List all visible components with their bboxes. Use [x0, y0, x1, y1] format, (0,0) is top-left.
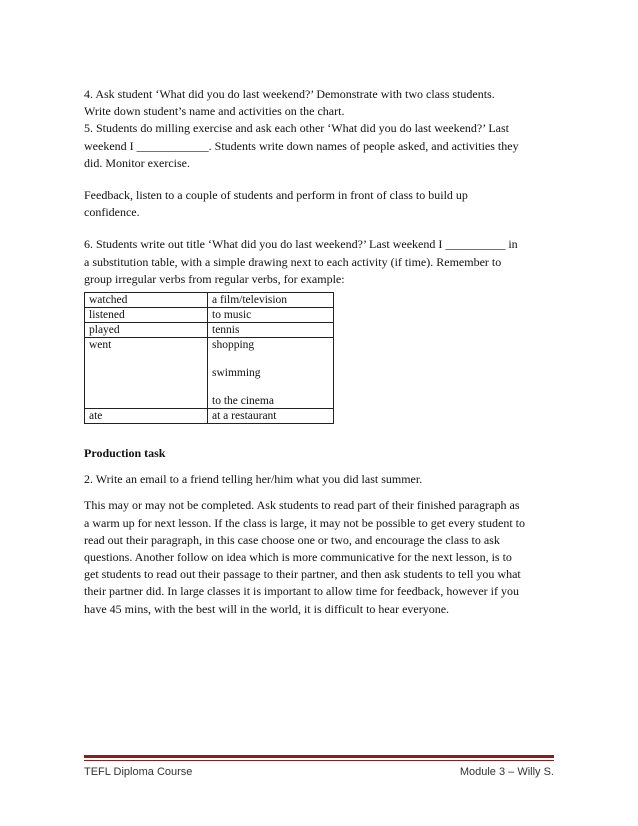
object-cell — [208, 323, 334, 338]
production-para-line-7: have 45 mins, with the best will in the world, it is difficult to hear everyone. — [84, 601, 450, 616]
verb-cell: ate — [85, 409, 208, 424]
table-row — [85, 308, 334, 323]
object-text: swimming — [212, 367, 261, 380]
table-row — [85, 293, 334, 308]
verb-cell: played — [85, 323, 208, 338]
footer-module-label: Module 3 – Willy S. — [459, 766, 554, 778]
verb-cell: went — [85, 338, 208, 409]
production-para-line-6: their partner did. In large classes it is important to allow time for feedback, however if you — [84, 584, 519, 599]
step6-line-1: 6. Students write out title ‘What did you do last weekend?’ Last weekend I __________ in — [84, 237, 518, 252]
substitution-table — [84, 292, 334, 424]
object-text: to the cinema — [212, 395, 274, 408]
verb-cell: watched — [85, 293, 208, 308]
object-cell — [208, 293, 334, 308]
production-para-line-2: a warm up for next lesson. If the class is large, it may not be possible to get every student to — [84, 515, 526, 530]
step5-line-3: did. Monitor exercise. — [84, 155, 190, 170]
object-text: a film/television — [212, 294, 288, 307]
object-cell — [208, 338, 334, 409]
step4-line-2: Write down student’s name and activities on the chart. — [84, 104, 345, 119]
footer-rule — [84, 755, 554, 758]
production-task-heading: Production task — [84, 446, 166, 461]
table-row — [85, 338, 334, 409]
footer-course-title: TEFL Diploma Course — [84, 766, 193, 778]
step6-line-2: a substitution table, with a simple drawing next to each activity (if time). Remember to — [84, 254, 502, 269]
feedback-line-1: Feedback, listen to a couple of students and perform in front of class to build up — [84, 188, 468, 203]
table-row — [85, 323, 334, 338]
step5-line-1: 5. Students do milling exercise and ask each other ‘What did you do last weekend?’ Last — [84, 121, 509, 136]
page-content — [84, 86, 554, 618]
footer-rule-thin — [84, 760, 554, 761]
production-para-line-4: questions. Another follow on idea which is more communicative for the next lesson, is to — [84, 550, 512, 565]
step6-line-3: group irregular verbs from regular verbs, for example: — [84, 271, 345, 286]
object-cell — [208, 409, 334, 424]
table-row — [85, 409, 334, 424]
object-text: shopping — [212, 339, 255, 352]
step4-line-1: 4. Ask student ‘What did you do last weekend?’ Demonstrate with two class students. — [84, 87, 495, 101]
object-cell — [208, 308, 334, 323]
page-footer — [84, 766, 554, 778]
object-text: tennis — [212, 324, 240, 337]
step5-line-2: weekend I ____________. Students write down names of people asked, and activities they — [84, 138, 519, 153]
object-text: to music — [212, 309, 252, 322]
object-text: at a restaurant — [212, 410, 277, 423]
feedback-line-2: confidence. — [84, 205, 140, 220]
production-task-line: 2. Write an email to a friend telling her/him what you did last summer. — [84, 472, 423, 487]
verb-cell: listened — [85, 308, 208, 323]
production-para-line-3: read out their paragraph, in this case choose one or two, and encourage the class to ask — [84, 532, 500, 547]
production-para-line-1: This may or may not be completed. Ask students to read part of their finished paragraph as — [84, 498, 520, 513]
production-para-line-5: get students to read out their passage to their partner, and then ask students to tell you what — [84, 567, 521, 582]
